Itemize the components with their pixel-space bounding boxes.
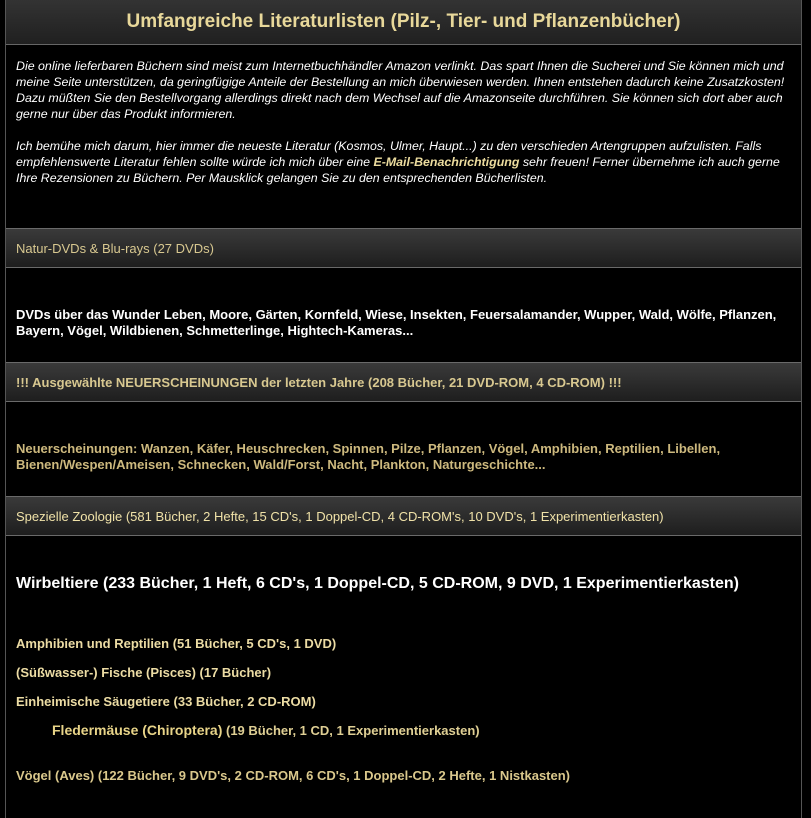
- email-notification-link[interactable]: E-Mail-Benachrichtigung: [373, 155, 520, 169]
- page-title: Umfangreiche Literaturlisten (Pilz-, Tier- und Pflanzenbücher): [126, 11, 681, 32]
- neuerscheinungen-description[interactable]: Neuerscheinungen: Wanzen, Käfer, Heuschrecken, Spinnen, Pilze, Pflanzen, Vögel, Amphibien, Reptilien, Libellen, Bienen/Wespen/Ameisen, Schnecken, Wald/Forst, Nacht, Plankton, Naturgeschichte...: [16, 441, 721, 472]
- intro-text: [6, 45, 801, 228]
- wirbeltiere-heading[interactable]: Wirbeltiere (233 Bücher, 1 Heft, 6 CD's, 1 Doppel-CD, 5 CD-ROM, 9 DVD, 1 Experimentierkasten): [16, 575, 739, 592]
- intro-paragraph-1: Die online lieferbaren Büchern sind meist zum Internetbuchhändler Amazon verlinkt. Das spart Ihnen die Sucherei und Sie können mich und meine Seite unterstützen, da geringfügige Anteile der Bestellung an mich überwiesen werden. Ihnen entstehen dadurch keine Zusatzkosten!: [16, 59, 785, 89]
- fledermaeuse-name: Fledermäuse (Chiroptera): [52, 722, 223, 738]
- list-item-fledermaeuse[interactable]: [6, 722, 801, 738]
- list-item-saeugetiere[interactable]: Einheimische Säugetiere (33 Bücher, 2 CD-ROM): [16, 694, 316, 709]
- list-item-voegel[interactable]: Vögel (Aves) (122 Bücher, 9 DVD's, 2 CD-ROM, 6 CD's, 1 Doppel-CD, 2 Hefte, 1 Nistkasten): [16, 768, 571, 783]
- page-frame: [5, 0, 802, 818]
- dvds-description[interactable]: DVDs über das Wunder Leben, Moore, Gärten, Kornfeld, Wiese, Insekten, Feuersalamander, Wupper, Wald, Wölfe, Pflanzen, Bayern, Vögel, Wildbienen, Schmetterlinge, Hightech-Kameras...: [16, 307, 777, 338]
- list-item-fische[interactable]: (Süßwasser-) Fische (Pisces) (17 Bücher): [16, 665, 272, 680]
- intro-paragraph-2: Dazu müßten Sie den Bestellvorgang allerdings direkt nach dem Wechsel auf die Amazonseite durchführen. Sie können sich dort aber auch gerne nur über das Produkt informieren.: [16, 91, 783, 121]
- section-header-dvds[interactable]: Natur-DVDs & Blu-rays (27 DVDs): [6, 228, 801, 268]
- section-header-zoologie[interactable]: Spezielle Zoologie (581 Bücher, 2 Hefte, 15 CD's, 1 Doppel-CD, 4 CD-ROM's, 10 DVD's, 1 Experimentierkasten): [6, 496, 801, 536]
- list-item-amphibien[interactable]: Amphibien und Reptilien (51 Bücher, 5 CD's, 1 DVD): [16, 636, 337, 651]
- intro-paragraph-3: Ich bemühe mich darum, hier immer die neueste Literatur (Kosmos, Ulmer, Haupt...) zu den verschieden Artengruppen aufzulisten. Falls empfehlenswerte Literatur fehlen sollte würde ich mich über eine E-Mail-Benachrichtigung sehr freuen! Ferner übernehme ich auch gerne Ihre Rezensionen zu Büchern. Per Mausklick gelangen Sie zu den entsprechenden Bücherlisten.: [16, 139, 780, 185]
- fledermaeuse-count: (19 Bücher, 1 CD, 1 Experimentierkasten): [222, 723, 480, 738]
- section-header-neuerscheinungen[interactable]: !!! Ausgewählte NEUERSCHEINUNGEN der letzten Jahre (208 Bücher, 21 DVD-ROM, 4 CD-ROM) !!!: [6, 362, 801, 402]
- page-header: [6, 0, 801, 45]
